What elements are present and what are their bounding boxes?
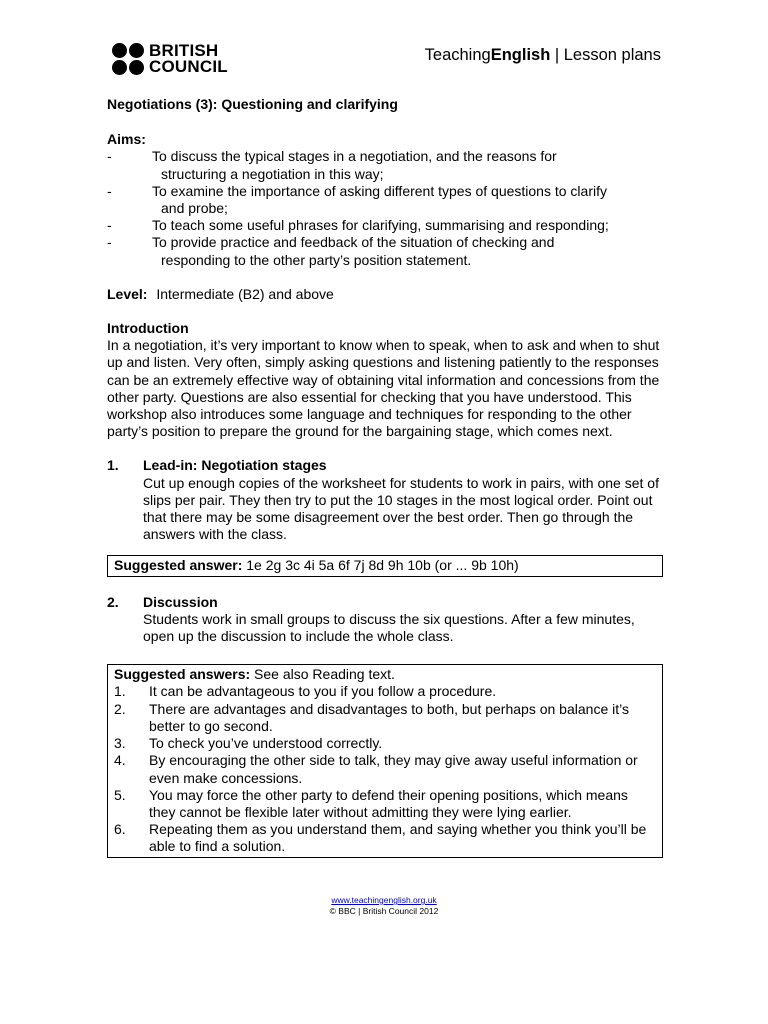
section-heading: Lead-in: Negotiation stages (143, 457, 327, 474)
answer-item: 4. By encouraging the other side to talk, they may give away useful information or even make concessions. (114, 752, 638, 786)
section-discussion: 2. Discussion Students work in small groups to discuss the six questions. After a few minutes, open up the discussion to include the whole class. (107, 594, 663, 646)
answer-item: 1. It can be advantageous to you if you follow a procedure. (114, 683, 497, 700)
section-text: Cut up enough copies of the worksheet for students to work in pairs, with one set of slips per pair. They then try to put the 10 stages in the most logical order. Point out that there may be some disagreement over the best order. Then go through the answers with the class. (143, 474, 659, 543)
document-content (107, 96, 663, 858)
answer-item: 5. You may force the other party to defend their opening positions, which means they cannot be flexible later without admitting they were lying earlier. (114, 786, 628, 820)
list-item: - To provide practice and feedback of the situation of checking and responding to the other party’s position statement. (107, 234, 555, 268)
answer-item: 3. To check you’ve understood correctly. (114, 735, 383, 752)
suggested-answer-box: Suggested answer: 1e 2g 3c 4i 5a 6f 7j 8d 9h 10b (or ... 9b 10h) (107, 555, 663, 576)
aims-list (107, 148, 663, 268)
list-item: - To teach some useful phrases for clarifying, summarising and responding; (107, 217, 609, 234)
introduction (107, 320, 663, 440)
answer-item: 2. There are advantages and disadvantages to both, but perhaps on balance it’s better to go second. (114, 700, 629, 734)
suggested-answers-box: Suggested answers: See also Reading text. 1. It can be advantageous to you if you follow a procedure. 2. There are advantages and disadvantages to both, but perhaps on balance it’s better to go second. 3. To check you’ve understood correctly. 4. By encouraging the other side to talk, they may give away useful information or even make concessions. 5. You may force the other party to defend their opening positions, which means they cannot be flexible later without admitting they were lying earlier. 6. Repeating them as you understand them, and saying whether you think you’ll be able to find a solution. (107, 664, 663, 857)
logo-line1: BRITISH (149, 41, 219, 60)
introduction-text: In a negotiation, it’s very important to know when to speak, when to ask and when to shut up and listen. Very often, simply asking questions and listening patiently to the responses can be an extremely effective way of obtaining vital information and concessions from the other party. Questions are also essential for checking that you have understood. This workshop also introduces some language and techniques for responding to the other party’s position to prepare the ground for the bargaining stage, which comes next. (107, 337, 660, 440)
introduction-heading: Introduction (107, 320, 189, 337)
aims-heading: Aims: (107, 131, 146, 148)
website-link[interactable]: www.teachingenglish.org.uk (331, 895, 437, 905)
page-title: Negotiations (3): Questioning and clarifying (107, 96, 398, 112)
section-heading: Discussion (143, 593, 218, 610)
logo-line2: COUNCIL (149, 57, 228, 76)
footer (0, 895, 768, 917)
answer-item: 6. Repeating them as you understand them, and saying whether you think you’ll be able to find a solution. (114, 821, 647, 855)
header-title: TeachingEnglish | Lesson plans (424, 46, 661, 64)
copyright: © BBC | British Council 2012 (329, 906, 439, 916)
logo-dots-icon (112, 43, 144, 75)
section-text: Students work in small groups to discuss the six questions. After a few minutes, open up the discussion to include the whole class. (143, 610, 635, 645)
british-council-logo (112, 43, 228, 75)
level: Level: Intermediate (B2) and above (107, 285, 334, 302)
section-lead-in: 1. Lead-in: Negotiation stages Cut up enough copies of the worksheet for students to work in pairs, with one set of slips per pair. They then try to put the 10 stages in the most logical order. Point out that there may be some disagreement over the best order. Then go through the answers with the class. (107, 457, 663, 543)
list-item: - To examine the importance of asking different types of questions to clarify and probe; (107, 182, 607, 217)
list-item: - To discuss the typical stages in a negotiation, and the reasons for structuring a negotiation in this way; (107, 148, 557, 182)
